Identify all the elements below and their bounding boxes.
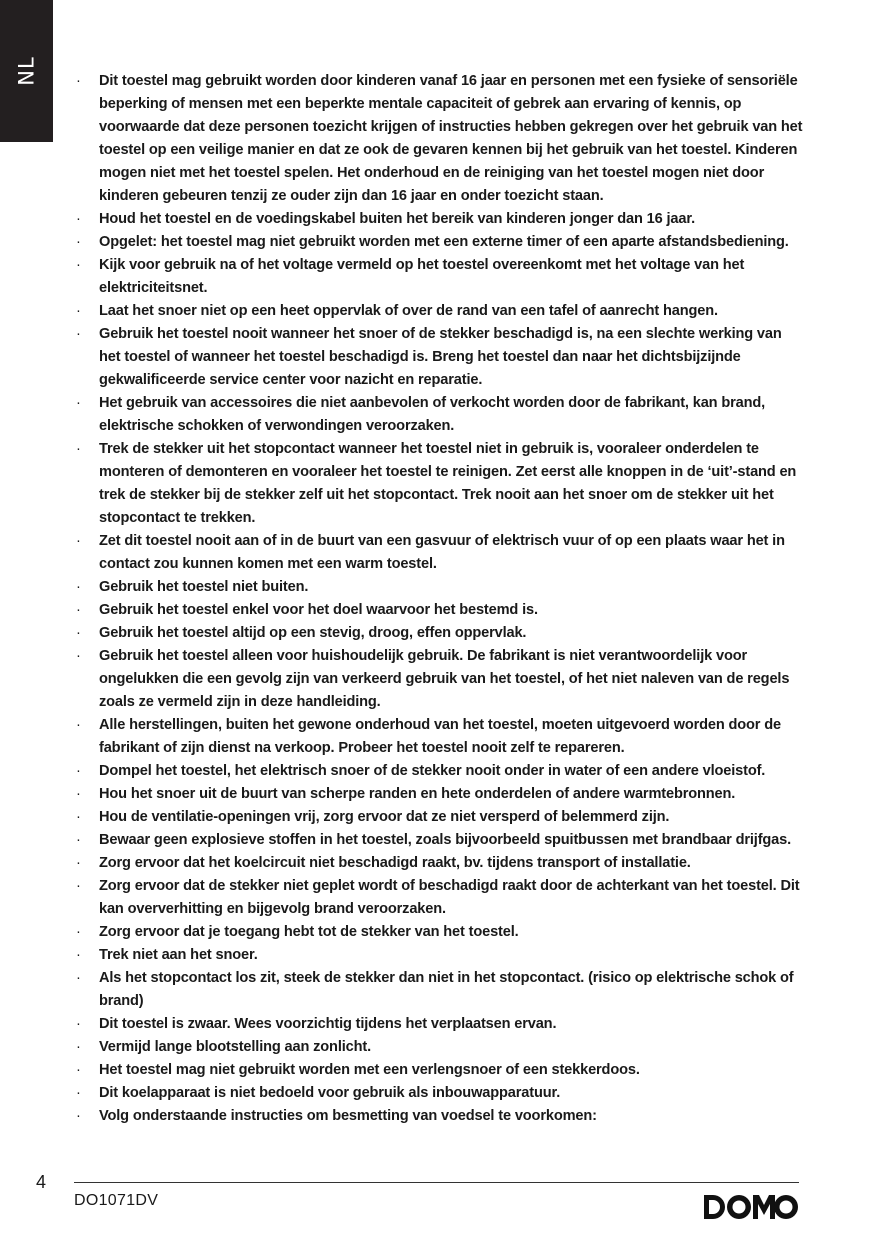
list-item: · Zet dit toestel nooit aan of in de buurt van een gasvuur of elektrisch vuur of op een plaats waar het in contact zou kunnen komen met een warm toestel. [74, 530, 804, 576]
list-item: · Trek niet aan het snoer. [74, 944, 804, 967]
list-item: · Als het stopcontact los zit, steek de stekker dan niet in het stopcontact. (risico op elektrische schok of brand) [74, 967, 804, 1013]
list-item: · Het toestel mag niet gebruikt worden met een verlengsnoer of een stekkerdoos. [74, 1059, 804, 1082]
list-item: · Volg onderstaande instructies om besmetting van voedsel te voorkomen: [74, 1105, 804, 1128]
list-item: · Dit toestel mag gebruikt worden door kinderen vanaf 16 jaar en personen met een fysieke of sensoriële beperking of mensen met een beperkte mentale capaciteit of gebrek aan ervaring of kennis, op voorwaarde dat deze personen toezicht krijgen of instructies hebben gekregen over het gebruik van het toestel op een veilige manier en dat ze ook de gevaren kennen bij het gebruik van het toestel. Kinderen mogen niet met het toestel spelen. Het onderhoud en de reiniging van het toestel mogen niet door kinderen gebeuren tenzij ze ouder zijn dan 16 jaar en onder toezicht staan. [74, 70, 804, 208]
list-item: · Hou het snoer uit de buurt van scherpe randen en hete onderdelen of andere warmtebronnen. [74, 783, 804, 806]
list-item: · Dompel het toestel, het elektrisch snoer of de stekker nooit onder in water of een andere vloeistof. [74, 760, 804, 783]
language-tab-label: NL [14, 56, 39, 86]
list-item: · Gebruik het toestel enkel voor het doel waarvoor het bestemd is. [74, 599, 804, 622]
list-item: · Dit toestel is zwaar. Wees voorzichtig tijdens het verplaatsen ervan. [74, 1013, 804, 1036]
list-item: · Zorg ervoor dat de stekker niet geplet wordt of beschadigd raakt door de achterkant van het toestel. Dit kan oververhitting en bijgevolg brand veroorzaken. [74, 875, 804, 921]
list-item: · Alle herstellingen, buiten het gewone onderhoud van het toestel, moeten uitgevoerd worden door de fabrikant of zijn dienst na verkoop. Probeer het toestel nooit zelf te repareren. [74, 714, 804, 760]
list-item: · Opgelet: het toestel mag niet gebruikt worden met een externe timer of een aparte afstandsbediening. [74, 231, 804, 254]
list-item: · Gebruik het toestel altijd op een stevig, droog, effen oppervlak. [74, 622, 804, 645]
language-tab [0, 0, 53, 142]
list-item: · Gebruik het toestel niet buiten. [74, 576, 804, 599]
safety-instructions-list [74, 70, 804, 1128]
list-item: · Vermijd lange blootstelling aan zonlicht. [74, 1036, 804, 1059]
list-item: · Zorg ervoor dat je toegang hebt tot de stekker van het toestel. [74, 921, 804, 944]
list-item: · Zorg ervoor dat het koelcircuit niet beschadigd raakt, bv. tijdens transport of installatie. [74, 852, 804, 875]
domo-logo [703, 1193, 799, 1221]
list-item: · Gebruik het toestel nooit wanneer het snoer of de stekker beschadigd is, na een slechte werking van het toestel of wanneer het toestel beschadigd is. Breng het toestel dan naar het dichtsbijzijnde gekwalificeerde service center voor nazicht en reparatie. [74, 323, 804, 392]
list-item: · Dit koelapparaat is niet bedoeld voor gebruik als inbouwapparatuur. [74, 1082, 804, 1105]
list-item: · Hou de ventilatie-openingen vrij, zorg ervoor dat ze niet versperd of belemmerd zijn. [74, 806, 804, 829]
list-item: · Bewaar geen explosieve stoffen in het toestel, zoals bijvoorbeeld spuitbussen met brandbaar drijfgas. [74, 829, 804, 852]
list-item: · Trek de stekker uit het stopcontact wanneer het toestel niet in gebruik is, vooraleer onderdelen te monteren of demonteren en vooraleer het toestel te reinigen. Zet eerst alle knoppen in de ‘uit’-stand en trek de stekker bij de stekker zelf uit het stopcontact. Trek nooit aan het snoer om de stekker uit het stopcontact te trekken. [74, 438, 804, 530]
list-item: · Laat het snoer niet op een heet oppervlak of over de rand van een tafel of aanrecht hangen. [74, 300, 804, 323]
list-item: · Gebruik het toestel alleen voor huishoudelijk gebruik. De fabrikant is niet verantwoordelijk voor ongelukken die een gevolg zijn van verkeerd gebruik van het toestel, of het niet naleven van de regels zoals ze vermeld zijn in deze handleiding. [74, 645, 804, 714]
list-item: · Houd het toestel en de voedingskabel buiten het bereik van kinderen jonger dan 16 jaar. [74, 208, 804, 231]
list-item: · Kijk voor gebruik na of het voltage vermeld op het toestel overeenkomt met het voltage van het elektriciteitsnet. [74, 254, 804, 300]
footer-divider [74, 1182, 799, 1183]
model-code: DO1071DV [74, 1192, 159, 1209]
list-item: · Het gebruik van accessoires die niet aanbevolen of verkocht worden door de fabrikant, kan brand, elektrische schokken of verwondingen veroorzaken. [74, 392, 804, 438]
page-number: 4 [36, 1172, 47, 1192]
